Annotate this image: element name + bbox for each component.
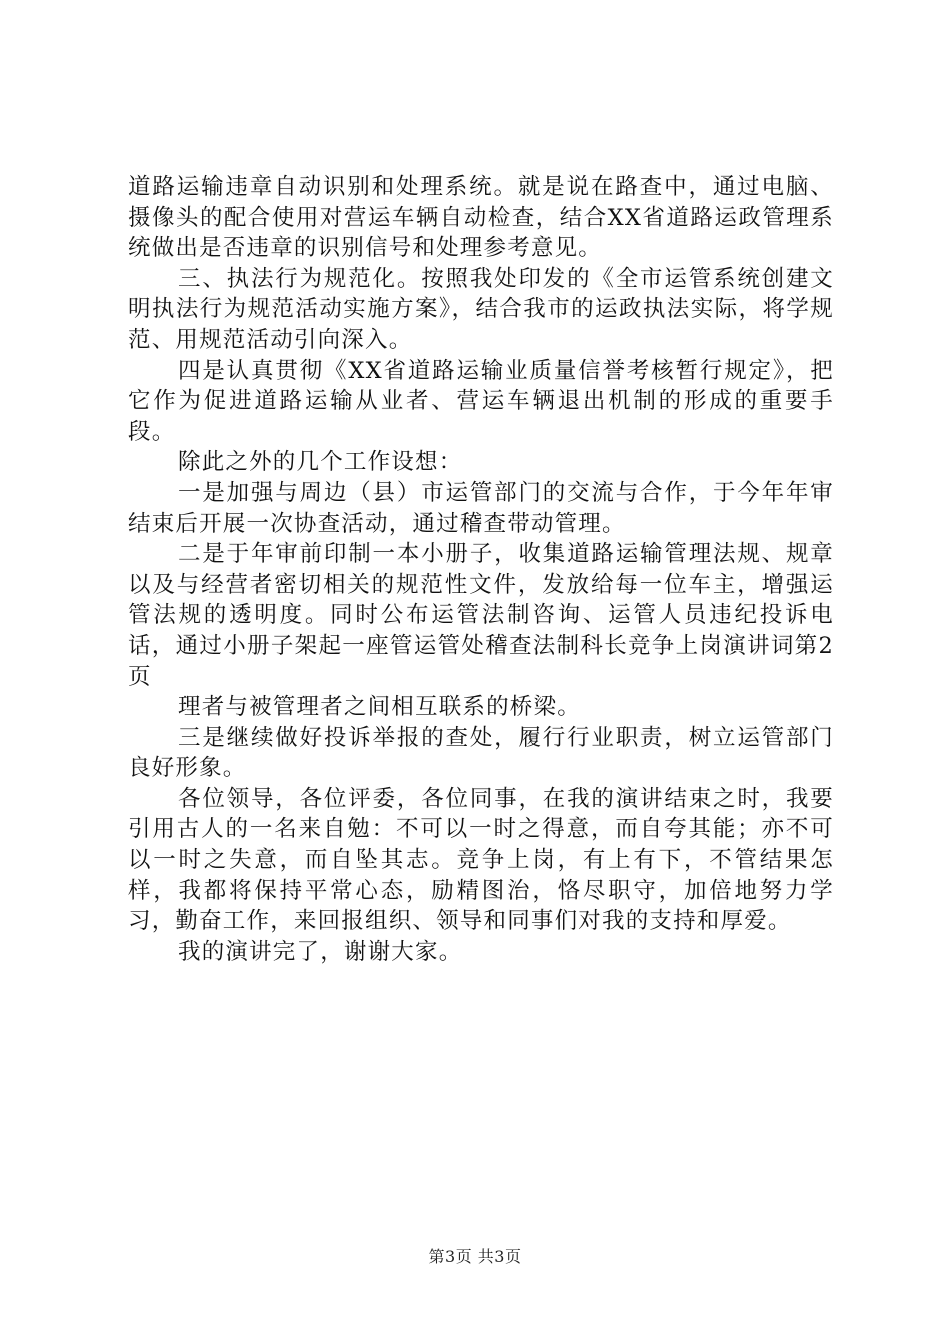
- paragraph-idea-one: 一是加强与周边（县）市运管部门的交流与合作，于今年年审结束后开展一次协查活动，通过稽查带动管理。: [128, 479, 834, 537]
- paragraph-continuation: 道路运输违章自动识别和处理系统。就是说在路查中，通过电脑、摄像头的配合使用对营运车辆自动检查，结合XX省道路运政管理系统做出是否违章的识别信号和处理参考意见。: [128, 174, 834, 262]
- page-number-footer: 第3页 共3页: [428, 1247, 522, 1266]
- paragraph-quality-regulation: 四是认真贯彻《XX省道路运输业质量信誉考核暂行规定》，把它作为促进道路运输从业者、营运车辆退出机制的形成的重要手段。: [128, 357, 834, 445]
- paragraph-thanks: 我的演讲完了，谢谢大家。: [178, 938, 463, 965]
- document-body: [128, 172, 834, 967]
- paragraph-idea-two-continued: 理者与被管理者之间相互联系的桥梁。: [178, 694, 581, 721]
- paragraph-closing-remarks: 各位领导，各位评委，各位同事，在我的演讲结束之时，我要引用古人的一名来自勉：不可以一时之得意，而自夸其能；亦不可以一时之失意，而自坠其志。竞争上岗，有上有下，不管结果怎样，我都将保持平常心态，励精图治，恪尽职守，加倍地努力学习，勤奋工作，来回报组织、领导和同事们对我的支持和厚爱。: [128, 785, 834, 935]
- paragraph-work-ideas-heading: 除此之外的几个工作设想：: [178, 449, 463, 476]
- paragraph-idea-two: 二是于年审前印制一本小册子，收集道路运输管理法规、规章以及与经营者密切相关的规范性文件，发放给每一位车主，增强运管法规的透明度。同时公布运管法制咨询、运管人员违纪投诉电话，通过小册子架起一座管运管处稽查法制科长竞争上岗演讲词第2页: [128, 541, 834, 690]
- paragraph-idea-three: 三是继续做好投诉举报的查处，履行行业职责，树立运管部门良好形象。: [128, 724, 834, 782]
- paragraph-law-enforcement: 三、执法行为规范化。按照我处印发的《全市运管系统创建文明执法行为规范活动实施方案》，结合我市的运政执法实际，将学规范、用规范活动引向深入。: [128, 265, 834, 353]
